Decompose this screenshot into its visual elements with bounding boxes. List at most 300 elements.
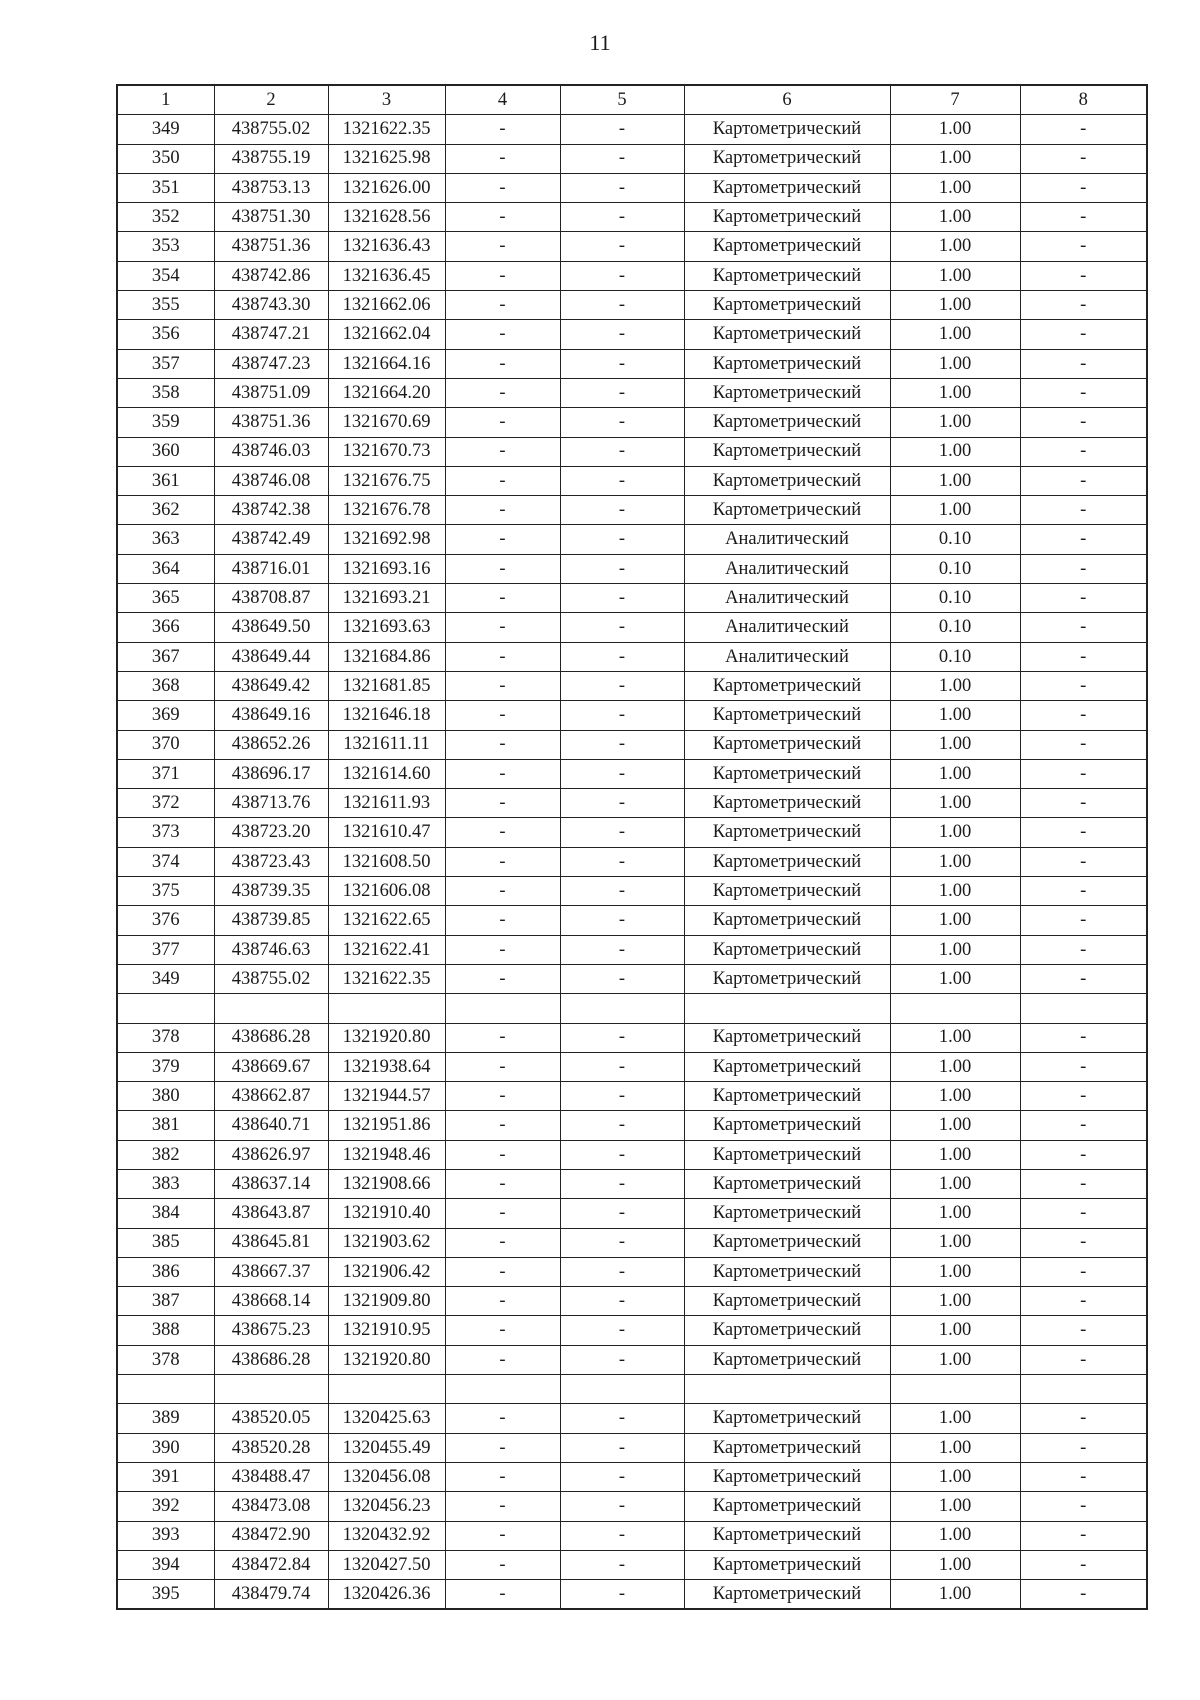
accuracy-cell: 1.00 xyxy=(890,466,1020,495)
col5-cell: - xyxy=(560,1199,684,1228)
y-coordinate-cell: 1321610.47 xyxy=(328,818,445,847)
col5-cell: - xyxy=(560,1052,684,1081)
method-cell: Картометрический xyxy=(684,232,890,261)
col8-cell: - xyxy=(1020,1023,1147,1052)
col4-cell: - xyxy=(445,877,560,906)
table-row xyxy=(117,1228,1147,1257)
method-cell: Картометрический xyxy=(684,847,890,876)
point-number-cell: 362 xyxy=(117,496,214,525)
y-coordinate-cell: 1321951.86 xyxy=(328,1111,445,1140)
point-number-cell: 353 xyxy=(117,232,214,261)
x-coordinate-cell: 438751.36 xyxy=(214,232,328,261)
empty-cell xyxy=(560,1375,684,1404)
accuracy-cell: 1.00 xyxy=(890,144,1020,173)
empty-cell xyxy=(684,994,890,1023)
column-header-8: 8 xyxy=(1020,85,1147,115)
col5-cell: - xyxy=(560,1345,684,1374)
separator-row xyxy=(117,994,1147,1023)
y-coordinate-cell: 1321909.80 xyxy=(328,1287,445,1316)
accuracy-cell: 1.00 xyxy=(890,1257,1020,1286)
table-row xyxy=(117,759,1147,788)
col5-cell: - xyxy=(560,789,684,818)
empty-cell xyxy=(328,994,445,1023)
method-cell: Картометрический xyxy=(684,1433,890,1462)
x-coordinate-cell: 438746.08 xyxy=(214,466,328,495)
x-coordinate-cell: 438708.87 xyxy=(214,584,328,613)
col5-cell: - xyxy=(560,906,684,935)
accuracy-cell: 1.00 xyxy=(890,320,1020,349)
col4-cell: - xyxy=(445,1404,560,1433)
table-row xyxy=(117,1111,1147,1140)
table-body xyxy=(117,115,1147,1610)
col8-cell: - xyxy=(1020,1492,1147,1521)
x-coordinate-cell: 438716.01 xyxy=(214,554,328,583)
x-coordinate-cell: 438723.43 xyxy=(214,847,328,876)
accuracy-cell: 1.00 xyxy=(890,877,1020,906)
col8-cell: - xyxy=(1020,935,1147,964)
col8-cell: - xyxy=(1020,613,1147,642)
col8-cell: - xyxy=(1020,144,1147,173)
x-coordinate-cell: 438743.30 xyxy=(214,291,328,320)
point-number-cell: 365 xyxy=(117,584,214,613)
col4-cell: - xyxy=(445,1550,560,1579)
empty-cell xyxy=(214,1375,328,1404)
y-coordinate-cell: 1321920.80 xyxy=(328,1345,445,1374)
x-coordinate-cell: 438637.14 xyxy=(214,1169,328,1198)
col5-cell: - xyxy=(560,291,684,320)
accuracy-cell: 0.10 xyxy=(890,584,1020,613)
accuracy-cell: 1.00 xyxy=(890,730,1020,759)
x-coordinate-cell: 438742.49 xyxy=(214,525,328,554)
point-number-cell: 372 xyxy=(117,789,214,818)
accuracy-cell: 1.00 xyxy=(890,671,1020,700)
col5-cell: - xyxy=(560,173,684,202)
col8-cell: - xyxy=(1020,173,1147,202)
y-coordinate-cell: 1321662.06 xyxy=(328,291,445,320)
point-number-cell: 386 xyxy=(117,1257,214,1286)
method-cell: Картометрический xyxy=(684,496,890,525)
y-coordinate-cell: 1320456.08 xyxy=(328,1462,445,1491)
method-cell: Картометрический xyxy=(684,877,890,906)
accuracy-cell: 1.00 xyxy=(890,1082,1020,1111)
accuracy-cell: 1.00 xyxy=(890,173,1020,202)
col4-cell: - xyxy=(445,378,560,407)
table-row xyxy=(117,115,1147,144)
point-number-cell: 391 xyxy=(117,1462,214,1491)
point-number-cell: 378 xyxy=(117,1023,214,1052)
table-row xyxy=(117,1199,1147,1228)
col5-cell: - xyxy=(560,1140,684,1169)
x-coordinate-cell: 438643.87 xyxy=(214,1199,328,1228)
point-number-cell: 380 xyxy=(117,1082,214,1111)
col5-cell: - xyxy=(560,1082,684,1111)
point-number-cell: 382 xyxy=(117,1140,214,1169)
empty-cell xyxy=(684,1375,890,1404)
point-number-cell: 368 xyxy=(117,671,214,700)
point-number-cell: 359 xyxy=(117,408,214,437)
accuracy-cell: 1.00 xyxy=(890,1492,1020,1521)
table-row xyxy=(117,232,1147,261)
table-row xyxy=(117,906,1147,935)
x-coordinate-cell: 438755.02 xyxy=(214,964,328,993)
col8-cell: - xyxy=(1020,115,1147,144)
point-number-cell: 356 xyxy=(117,320,214,349)
accuracy-cell: 1.00 xyxy=(890,437,1020,466)
point-number-cell: 377 xyxy=(117,935,214,964)
x-coordinate-cell: 438520.28 xyxy=(214,1433,328,1462)
x-coordinate-cell: 438746.63 xyxy=(214,935,328,964)
col8-cell: - xyxy=(1020,525,1147,554)
col4-cell: - xyxy=(445,1345,560,1374)
method-cell: Картометрический xyxy=(684,1257,890,1286)
x-coordinate-cell: 438742.86 xyxy=(214,261,328,290)
point-number-cell: 371 xyxy=(117,759,214,788)
y-coordinate-cell: 1321693.16 xyxy=(328,554,445,583)
table-row xyxy=(117,496,1147,525)
accuracy-cell: 0.10 xyxy=(890,613,1020,642)
table-row xyxy=(117,1023,1147,1052)
col4-cell: - xyxy=(445,671,560,700)
point-number-cell: 364 xyxy=(117,554,214,583)
col4-cell: - xyxy=(445,408,560,437)
col4-cell: - xyxy=(445,554,560,583)
col4-cell: - xyxy=(445,203,560,232)
y-coordinate-cell: 1321910.40 xyxy=(328,1199,445,1228)
col8-cell: - xyxy=(1020,1433,1147,1462)
accuracy-cell: 1.00 xyxy=(890,1433,1020,1462)
table-row xyxy=(117,935,1147,964)
x-coordinate-cell: 438675.23 xyxy=(214,1316,328,1345)
accuracy-cell: 1.00 xyxy=(890,1580,1020,1610)
col8-cell: - xyxy=(1020,1462,1147,1491)
col8-cell: - xyxy=(1020,906,1147,935)
column-header-5: 5 xyxy=(560,85,684,115)
table-row xyxy=(117,1316,1147,1345)
x-coordinate-cell: 438649.44 xyxy=(214,642,328,671)
point-number-cell: 395 xyxy=(117,1580,214,1610)
method-cell: Картометрический xyxy=(684,1462,890,1491)
col8-cell: - xyxy=(1020,203,1147,232)
col5-cell: - xyxy=(560,584,684,613)
y-coordinate-cell: 1320425.63 xyxy=(328,1404,445,1433)
accuracy-cell: 1.00 xyxy=(890,291,1020,320)
point-number-cell: 367 xyxy=(117,642,214,671)
column-header-1: 1 xyxy=(117,85,214,115)
col8-cell: - xyxy=(1020,701,1147,730)
x-coordinate-cell: 438667.37 xyxy=(214,1257,328,1286)
accuracy-cell: 1.00 xyxy=(890,1345,1020,1374)
point-number-cell: 361 xyxy=(117,466,214,495)
column-header-6: 6 xyxy=(684,85,890,115)
table-row xyxy=(117,877,1147,906)
point-number-cell: 379 xyxy=(117,1052,214,1081)
accuracy-cell: 1.00 xyxy=(890,847,1020,876)
method-cell: Картометрический xyxy=(684,1345,890,1374)
col5-cell: - xyxy=(560,1169,684,1198)
method-cell: Картометрический xyxy=(684,1169,890,1198)
col8-cell: - xyxy=(1020,1316,1147,1345)
x-coordinate-cell: 438753.13 xyxy=(214,173,328,202)
y-coordinate-cell: 1321948.46 xyxy=(328,1140,445,1169)
method-cell: Картометрический xyxy=(684,730,890,759)
accuracy-cell: 1.00 xyxy=(890,759,1020,788)
method-cell: Картометрический xyxy=(684,1492,890,1521)
col4-cell: - xyxy=(445,818,560,847)
method-cell: Картометрический xyxy=(684,1404,890,1433)
col8-cell: - xyxy=(1020,730,1147,759)
y-coordinate-cell: 1320432.92 xyxy=(328,1521,445,1550)
accuracy-cell: 1.00 xyxy=(890,1199,1020,1228)
table-row xyxy=(117,584,1147,613)
table-row xyxy=(117,701,1147,730)
table-row xyxy=(117,789,1147,818)
col5-cell: - xyxy=(560,378,684,407)
x-coordinate-cell: 438747.23 xyxy=(214,349,328,378)
accuracy-cell: 1.00 xyxy=(890,1052,1020,1081)
col5-cell: - xyxy=(560,613,684,642)
col4-cell: - xyxy=(445,232,560,261)
x-coordinate-cell: 438751.36 xyxy=(214,408,328,437)
col4-cell: - xyxy=(445,730,560,759)
accuracy-cell: 1.00 xyxy=(890,1287,1020,1316)
col8-cell: - xyxy=(1020,1345,1147,1374)
y-coordinate-cell: 1320456.23 xyxy=(328,1492,445,1521)
method-cell: Картометрический xyxy=(684,1287,890,1316)
col5-cell: - xyxy=(560,877,684,906)
method-cell: Картометрический xyxy=(684,935,890,964)
point-number-cell: 390 xyxy=(117,1433,214,1462)
point-number-cell: 378 xyxy=(117,1345,214,1374)
col8-cell: - xyxy=(1020,847,1147,876)
method-cell: Картометрический xyxy=(684,1082,890,1111)
method-cell: Картометрический xyxy=(684,759,890,788)
point-number-cell: 360 xyxy=(117,437,214,466)
y-coordinate-cell: 1321664.20 xyxy=(328,378,445,407)
empty-cell xyxy=(890,1375,1020,1404)
col5-cell: - xyxy=(560,1462,684,1491)
col5-cell: - xyxy=(560,1287,684,1316)
x-coordinate-cell: 438742.38 xyxy=(214,496,328,525)
col4-cell: - xyxy=(445,261,560,290)
col8-cell: - xyxy=(1020,1140,1147,1169)
table-row xyxy=(117,1580,1147,1610)
col4-cell: - xyxy=(445,1492,560,1521)
col4-cell: - xyxy=(445,1111,560,1140)
table-row xyxy=(117,261,1147,290)
col8-cell: - xyxy=(1020,671,1147,700)
method-cell: Картометрический xyxy=(684,115,890,144)
accuracy-cell: 1.00 xyxy=(890,115,1020,144)
method-cell: Картометрический xyxy=(684,1052,890,1081)
y-coordinate-cell: 1321684.86 xyxy=(328,642,445,671)
table-row xyxy=(117,1492,1147,1521)
accuracy-cell: 1.00 xyxy=(890,496,1020,525)
method-cell: Картометрический xyxy=(684,671,890,700)
col4-cell: - xyxy=(445,1257,560,1286)
col8-cell: - xyxy=(1020,1550,1147,1579)
col5-cell: - xyxy=(560,671,684,700)
point-number-cell: 349 xyxy=(117,115,214,144)
empty-cell xyxy=(890,994,1020,1023)
col8-cell: - xyxy=(1020,1228,1147,1257)
col5-cell: - xyxy=(560,1316,684,1345)
table-row xyxy=(117,730,1147,759)
x-coordinate-cell: 438723.20 xyxy=(214,818,328,847)
x-coordinate-cell: 438645.81 xyxy=(214,1228,328,1257)
method-cell: Картометрический xyxy=(684,466,890,495)
accuracy-cell: 1.00 xyxy=(890,1023,1020,1052)
table-row xyxy=(117,1550,1147,1579)
x-coordinate-cell: 438686.28 xyxy=(214,1345,328,1374)
point-number-cell: 357 xyxy=(117,349,214,378)
col4-cell: - xyxy=(445,1228,560,1257)
y-coordinate-cell: 1320426.36 xyxy=(328,1580,445,1610)
col5-cell: - xyxy=(560,437,684,466)
col8-cell: - xyxy=(1020,1199,1147,1228)
accuracy-cell: 0.10 xyxy=(890,554,1020,583)
table-row xyxy=(117,1257,1147,1286)
col8-cell: - xyxy=(1020,1169,1147,1198)
col4-cell: - xyxy=(445,466,560,495)
empty-cell xyxy=(445,1375,560,1404)
accuracy-cell: 1.00 xyxy=(890,906,1020,935)
col4-cell: - xyxy=(445,847,560,876)
col8-cell: - xyxy=(1020,437,1147,466)
y-coordinate-cell: 1321626.00 xyxy=(328,173,445,202)
method-cell: Картометрический xyxy=(684,789,890,818)
y-coordinate-cell: 1321938.64 xyxy=(328,1052,445,1081)
column-header-7: 7 xyxy=(890,85,1020,115)
method-cell: Аналитический xyxy=(684,525,890,554)
table-row xyxy=(117,1169,1147,1198)
method-cell: Картометрический xyxy=(684,320,890,349)
col5-cell: - xyxy=(560,1111,684,1140)
x-coordinate-cell: 438739.35 xyxy=(214,877,328,906)
y-coordinate-cell: 1320427.50 xyxy=(328,1550,445,1579)
col4-cell: - xyxy=(445,320,560,349)
method-cell: Аналитический xyxy=(684,554,890,583)
point-number-cell: 383 xyxy=(117,1169,214,1198)
x-coordinate-cell: 438669.67 xyxy=(214,1052,328,1081)
col5-cell: - xyxy=(560,1228,684,1257)
point-number-cell: 355 xyxy=(117,291,214,320)
x-coordinate-cell: 438739.85 xyxy=(214,906,328,935)
accuracy-cell: 0.10 xyxy=(890,642,1020,671)
x-coordinate-cell: 438746.03 xyxy=(214,437,328,466)
accuracy-cell: 1.00 xyxy=(890,1316,1020,1345)
table-row xyxy=(117,1345,1147,1374)
col8-cell: - xyxy=(1020,1580,1147,1610)
y-coordinate-cell: 1321611.93 xyxy=(328,789,445,818)
col4-cell: - xyxy=(445,349,560,378)
table-row xyxy=(117,671,1147,700)
empty-cell xyxy=(445,994,560,1023)
col5-cell: - xyxy=(560,525,684,554)
col8-cell: - xyxy=(1020,964,1147,993)
method-cell: Картометрический xyxy=(684,378,890,407)
y-coordinate-cell: 1321646.18 xyxy=(328,701,445,730)
method-cell: Картометрический xyxy=(684,964,890,993)
col8-cell: - xyxy=(1020,818,1147,847)
x-coordinate-cell: 438652.26 xyxy=(214,730,328,759)
x-coordinate-cell: 438640.71 xyxy=(214,1111,328,1140)
table-row xyxy=(117,1521,1147,1550)
point-number-cell: 351 xyxy=(117,173,214,202)
col4-cell: - xyxy=(445,642,560,671)
accuracy-cell: 1.00 xyxy=(890,789,1020,818)
col5-cell: - xyxy=(560,1521,684,1550)
col8-cell: - xyxy=(1020,1052,1147,1081)
col8-cell: - xyxy=(1020,408,1147,437)
method-cell: Картометрический xyxy=(684,1580,890,1610)
col5-cell: - xyxy=(560,1404,684,1433)
col4-cell: - xyxy=(445,1052,560,1081)
accuracy-cell: 1.00 xyxy=(890,1228,1020,1257)
x-coordinate-cell: 438649.42 xyxy=(214,671,328,700)
col4-cell: - xyxy=(445,1199,560,1228)
table-row xyxy=(117,291,1147,320)
y-coordinate-cell: 1321906.42 xyxy=(328,1257,445,1286)
col5-cell: - xyxy=(560,818,684,847)
method-cell: Аналитический xyxy=(684,613,890,642)
x-coordinate-cell: 438668.14 xyxy=(214,1287,328,1316)
col8-cell: - xyxy=(1020,1082,1147,1111)
x-coordinate-cell: 438747.21 xyxy=(214,320,328,349)
col5-cell: - xyxy=(560,408,684,437)
accuracy-cell: 0.10 xyxy=(890,525,1020,554)
col8-cell: - xyxy=(1020,1404,1147,1433)
accuracy-cell: 1.00 xyxy=(890,349,1020,378)
method-cell: Картометрический xyxy=(684,1316,890,1345)
col5-cell: - xyxy=(560,730,684,759)
accuracy-cell: 1.00 xyxy=(890,1111,1020,1140)
method-cell: Картометрический xyxy=(684,173,890,202)
method-cell: Картометрический xyxy=(684,349,890,378)
col5-cell: - xyxy=(560,935,684,964)
x-coordinate-cell: 438649.50 xyxy=(214,613,328,642)
method-cell: Картометрический xyxy=(684,203,890,232)
method-cell: Картометрический xyxy=(684,1140,890,1169)
y-coordinate-cell: 1321614.60 xyxy=(328,759,445,788)
y-coordinate-cell: 1321662.04 xyxy=(328,320,445,349)
accuracy-cell: 1.00 xyxy=(890,818,1020,847)
col8-cell: - xyxy=(1020,261,1147,290)
x-coordinate-cell: 438686.28 xyxy=(214,1023,328,1052)
y-coordinate-cell: 1321676.75 xyxy=(328,466,445,495)
col8-cell: - xyxy=(1020,642,1147,671)
accuracy-cell: 1.00 xyxy=(890,1404,1020,1433)
y-coordinate-cell: 1321611.11 xyxy=(328,730,445,759)
x-coordinate-cell: 438755.19 xyxy=(214,144,328,173)
col5-cell: - xyxy=(560,701,684,730)
table-row xyxy=(117,1404,1147,1433)
method-cell: Картометрический xyxy=(684,408,890,437)
col4-cell: - xyxy=(445,525,560,554)
col8-cell: - xyxy=(1020,320,1147,349)
col5-cell: - xyxy=(560,144,684,173)
accuracy-cell: 1.00 xyxy=(890,378,1020,407)
col4-cell: - xyxy=(445,1316,560,1345)
col4-cell: - xyxy=(445,759,560,788)
table-row xyxy=(117,1140,1147,1169)
point-number-cell: 352 xyxy=(117,203,214,232)
empty-cell xyxy=(214,994,328,1023)
col4-cell: - xyxy=(445,1521,560,1550)
table-row xyxy=(117,1052,1147,1081)
table-row xyxy=(117,203,1147,232)
point-number-cell: 389 xyxy=(117,1404,214,1433)
y-coordinate-cell: 1320455.49 xyxy=(328,1433,445,1462)
